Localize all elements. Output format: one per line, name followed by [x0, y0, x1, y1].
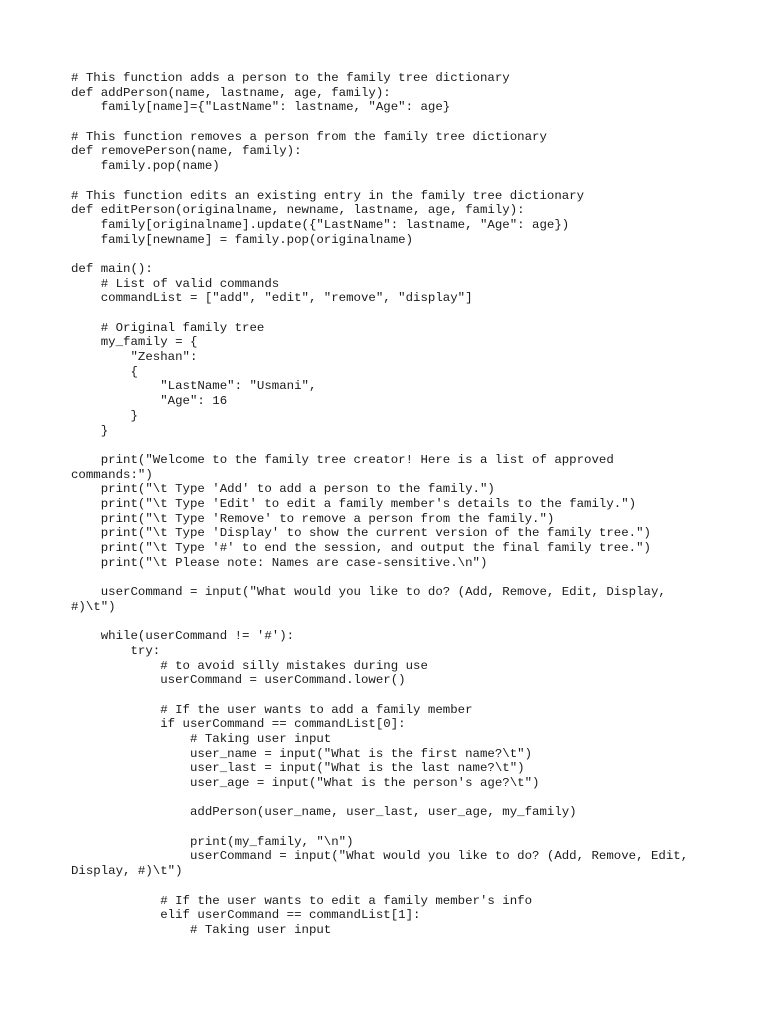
code-line: family[originalname].update({"LastName": lastname, "Age": age}) — [71, 217, 570, 232]
blank-line — [71, 820, 731, 835]
code-line: { — [71, 364, 138, 379]
code-line: # This function removes a person from the family tree dictionary — [71, 129, 547, 144]
code-line: # to avoid silly mistakes during use — [71, 658, 428, 673]
code-line: user_name = input("What is the first name?\t") — [71, 746, 533, 761]
blank-line — [71, 306, 731, 321]
code-line: # This function edits an existing entry in the family tree dictionary — [71, 188, 585, 203]
code-line: try: — [71, 643, 161, 658]
code-line: family.pop(name) — [71, 159, 220, 174]
code-line: print("\t Type 'Display' to show the current version of the family tree.") — [71, 526, 651, 541]
code-line: print("\t Type '#' to end the session, and output the final family tree.") — [71, 541, 651, 555]
code-line: if userCommand == commandList[0]: — [71, 717, 406, 732]
code-line: # This function adds a person to the family tree dictionary — [71, 71, 510, 85]
code-line: print("\t Type 'Add' to add a person to the family.") — [71, 482, 495, 497]
code-line: print("Welcome to the family tree creator! Here is a list of approved — [71, 452, 614, 467]
code-line: } — [71, 408, 138, 423]
code-line: addPerson(user_name, user_last, user_age, my_family) — [71, 805, 577, 820]
code-line: print("\t Type 'Edit' to edit a family member's details to the family.") — [71, 496, 637, 511]
blank-line — [71, 614, 731, 629]
code-line: commandList = ["add", "edit", "remove", "display"] — [71, 291, 473, 306]
code-line: def addPerson(name, lastname, age, family): — [71, 85, 391, 100]
code-block — [71, 71, 731, 938]
blank-line — [71, 115, 731, 130]
code-line: elif userCommand == commandList[1]: — [71, 908, 421, 923]
blank-line — [71, 688, 731, 703]
code-line: user_last = input("What is the last name?\t") — [71, 761, 525, 776]
code-line: userCommand = userCommand.lower() — [71, 673, 406, 688]
code-line: "Zeshan": — [71, 350, 198, 365]
code-line: commands:") — [71, 467, 153, 482]
code-line: print("\t Type 'Remove' to remove a person from the family.") — [71, 511, 555, 526]
code-line: # Taking user input — [71, 731, 332, 746]
code-line: while(userCommand != '#'): — [71, 629, 295, 644]
blank-line — [71, 879, 731, 894]
blank-line — [71, 247, 731, 262]
code-line: user_age = input("What is the person's age?\t") — [71, 776, 540, 790]
blank-line — [71, 791, 731, 806]
code-line: } — [71, 423, 109, 438]
code-line: "LastName": "Usmani", — [71, 379, 317, 394]
code-line: def removePerson(name, family): — [71, 144, 302, 159]
code-line: Display, #)\t") — [71, 864, 183, 879]
code-line: # Original family tree — [71, 320, 265, 335]
code-line: my_family = { — [71, 335, 198, 350]
code-line: def main(): — [71, 261, 153, 276]
blank-line — [71, 174, 731, 189]
code-line: print("\t Please note: Names are case-sensitive.\n") — [71, 555, 488, 570]
code-line: # Taking user input — [71, 922, 332, 937]
code-line: def editPerson(originalname, newname, lastname, age, family): — [71, 203, 525, 218]
code-line: userCommand = input("What would you like to do? (Add, Remove, Edit, — [71, 849, 689, 864]
code-line: # If the user wants to edit a family member's info — [71, 893, 533, 908]
code-line: # If the user wants to add a family member — [71, 702, 473, 717]
code-line: # List of valid commands — [71, 276, 280, 291]
code-line: family[name]={"LastName": lastname, "Age": age} — [71, 100, 451, 115]
code-line: userCommand = input("What would you like to do? (Add, Remove, Edit, Display, — [71, 585, 666, 600]
blank-line — [71, 570, 731, 585]
code-line: #)\t") — [71, 599, 116, 614]
code-line: print(my_family, "\n") — [71, 834, 354, 849]
code-line: family[newname] = family.pop(originalname) — [71, 232, 414, 247]
blank-line — [71, 438, 731, 453]
code-line: "Age": 16 — [71, 394, 228, 409]
